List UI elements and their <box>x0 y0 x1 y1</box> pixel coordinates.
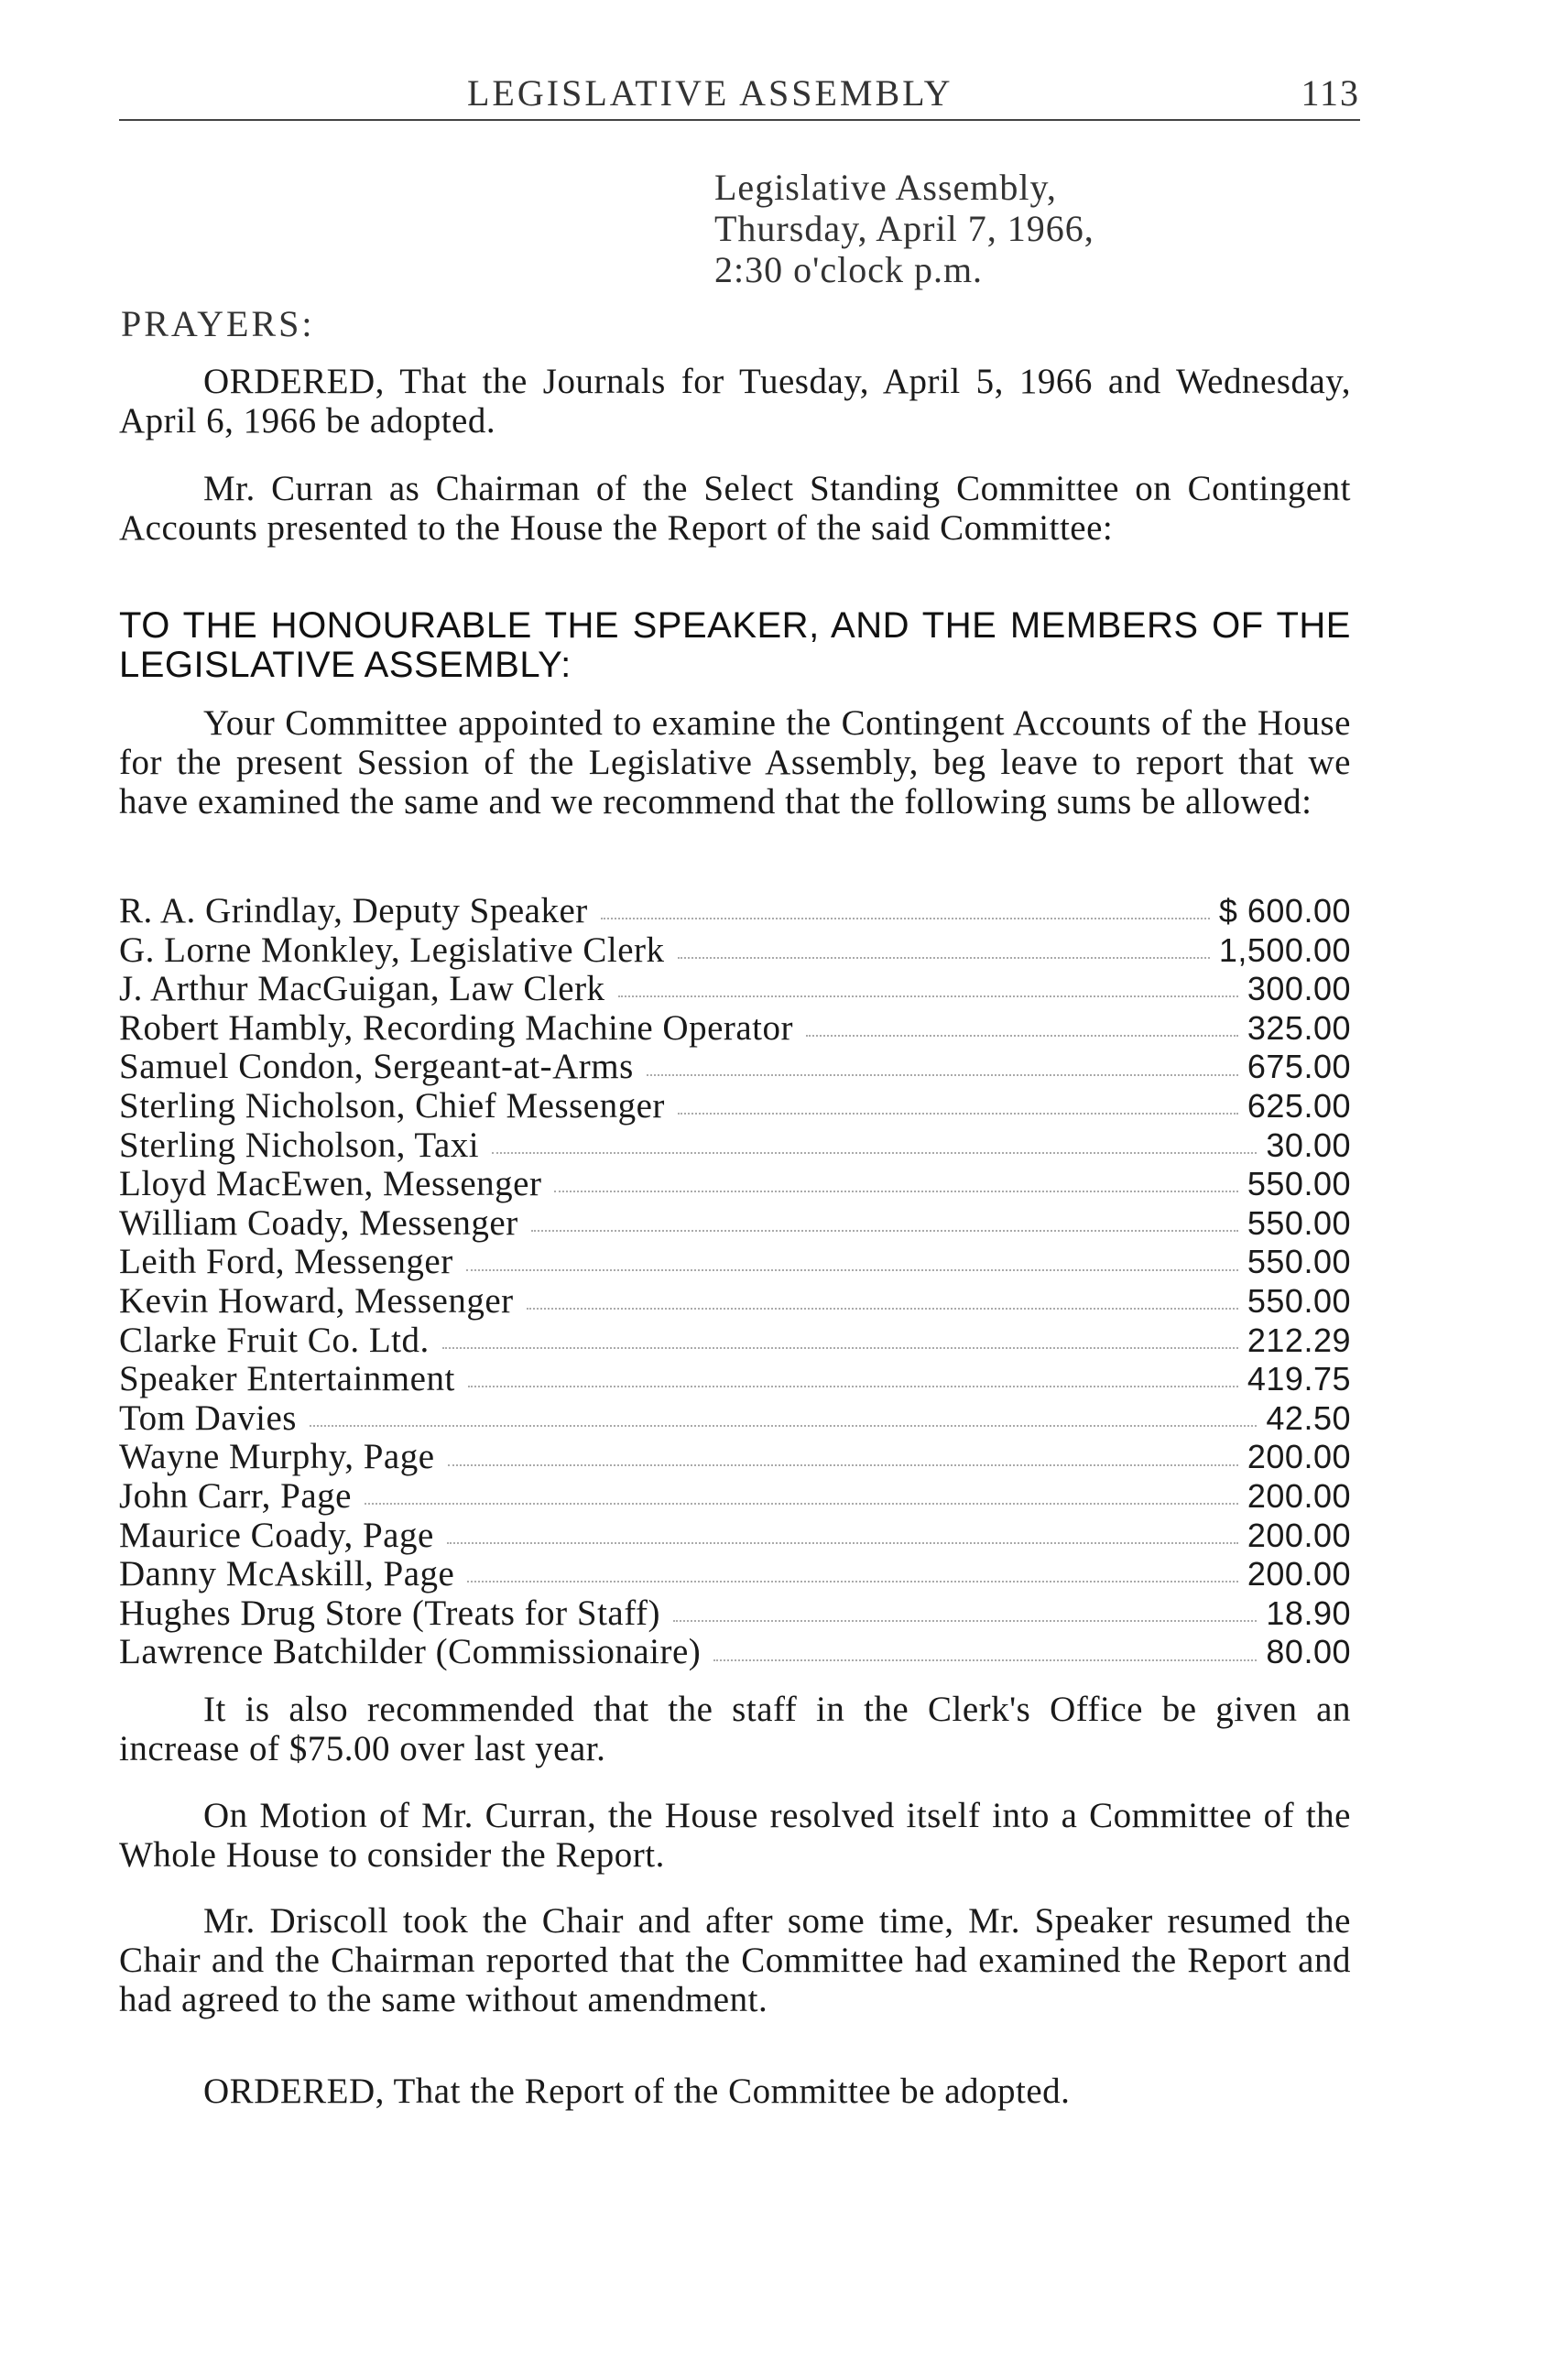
dot-leader <box>365 1503 1238 1505</box>
account-amount: 18.90 <box>1266 1593 1351 1632</box>
dot-leader <box>713 1659 1257 1661</box>
account-row <box>119 1163 1351 1202</box>
dot-leader <box>442 1347 1238 1349</box>
account-row <box>119 890 1351 930</box>
account-amount: 200.00 <box>1247 1516 1351 1554</box>
dot-leader <box>678 1113 1238 1115</box>
dateline-date: Thursday, April 7, 1966, <box>714 208 1094 249</box>
dot-leader <box>468 1386 1238 1387</box>
curran-report-paragraph: Mr. Curran as Chairman of the Select Standing Committee on Contingent Accounts presented to the House the Report of the said Committee: <box>119 469 1351 548</box>
account-name: John Carr, Page <box>119 1475 352 1516</box>
report-heading: TO THE HONOURABLE THE SPEAKER, AND THE MEMBERS OF THE LEGISLATIVE ASSEMBLY: <box>119 605 1351 685</box>
account-name: G. Lorne Monkley, Legislative Clerk <box>119 930 665 970</box>
account-name: Samuel Condon, Sergeant-at-Arms <box>119 1047 634 1087</box>
account-name: Clarke Fruit Co. Ltd. <box>119 1320 430 1360</box>
account-name: Sterling Nicholson, Chief Messenger <box>119 1085 665 1126</box>
dateline-place: Legislative Assembly, <box>714 167 1057 208</box>
dot-leader <box>531 1230 1238 1232</box>
account-name: Leith Ford, Messenger <box>119 1242 453 1282</box>
dot-leader <box>647 1074 1238 1076</box>
dot-leader <box>618 995 1238 997</box>
account-amount: 550.00 <box>1247 1281 1351 1320</box>
account-name: Hughes Drug Store (Treats for Staff) <box>119 1593 661 1633</box>
running-header <box>119 71 1360 121</box>
account-amount: 80.00 <box>1266 1633 1351 1671</box>
account-amount: 200.00 <box>1247 1555 1351 1593</box>
header-title: LEGISLATIVE ASSEMBLY <box>467 72 953 114</box>
account-row <box>119 1046 1351 1085</box>
page-number: 113 <box>1301 72 1360 114</box>
account-name: Lloyd MacEwen, Messenger <box>119 1164 542 1204</box>
motion-paragraph: On Motion of Mr. Curran, the House resolved itself into a Committee of the Whole House to consider the Report. <box>119 1796 1351 1875</box>
dot-leader <box>601 918 1210 919</box>
account-row <box>119 1593 1351 1632</box>
account-row <box>119 1320 1351 1359</box>
account-name: Speaker Entertainment <box>119 1359 455 1399</box>
staff-increase-paragraph: It is also recommended that the staff in the Clerk's Office be given an increase of $75.00 over last year. <box>119 1690 1351 1768</box>
account-amount: 300.00 <box>1247 970 1351 1008</box>
account-name: William Coady, Messenger <box>119 1202 518 1243</box>
account-row <box>119 930 1351 969</box>
account-row <box>119 1398 1351 1437</box>
account-row <box>119 1125 1351 1164</box>
account-name: Lawrence Batchilder (Commissionaire) <box>119 1632 702 1672</box>
dateline-time: 2:30 o'clock p.m. <box>714 249 984 290</box>
accounts-list <box>119 890 1351 1670</box>
account-amount: 200.00 <box>1247 1438 1351 1476</box>
account-row <box>119 1631 1351 1670</box>
account-amount: $ 600.00 <box>1218 892 1351 930</box>
account-amount: 30.00 <box>1266 1126 1351 1164</box>
account-amount: 212.29 <box>1247 1321 1351 1359</box>
account-row <box>119 968 1351 1007</box>
dot-leader <box>806 1035 1238 1037</box>
account-amount: 325.00 <box>1247 1008 1351 1047</box>
account-row <box>119 1475 1351 1515</box>
account-row <box>119 1202 1351 1242</box>
account-amount: 1,500.00 <box>1218 930 1351 969</box>
dateline <box>714 167 1094 290</box>
account-amount: 550.00 <box>1247 1243 1351 1281</box>
account-name: Danny McAskill, Page <box>119 1554 455 1594</box>
ordered-journals-paragraph: ORDERED, That the Journals for Tuesday, April 5, 1966 and Wednesday, April 6, 1966 be adopted. <box>119 362 1351 440</box>
account-name: Robert Hambly, Recording Machine Operator <box>119 1007 794 1048</box>
dot-leader <box>467 1581 1238 1582</box>
dot-leader <box>527 1308 1238 1310</box>
dot-leader <box>673 1620 1257 1622</box>
account-row <box>119 1085 1351 1125</box>
prayers-label: PRAYERS: <box>121 303 315 344</box>
account-row <box>119 1280 1351 1320</box>
dot-leader <box>466 1269 1238 1271</box>
account-name: Tom Davies <box>119 1398 297 1438</box>
ordered-report-paragraph: ORDERED, That the Report of the Committee be adopted. <box>203 2072 1071 2111</box>
account-name: Sterling Nicholson, Taxi <box>119 1125 480 1165</box>
account-row <box>119 1241 1351 1280</box>
driscoll-paragraph: Mr. Driscoll took the Chair and after some time, Mr. Speaker resumed the Chair and the Chairman reported that the Committee had examined the Report and had agreed to the same without amendment. <box>119 1901 1351 2019</box>
dot-leader <box>492 1152 1257 1154</box>
dot-leader <box>678 957 1210 959</box>
account-row <box>119 1436 1351 1475</box>
account-amount: 419.75 <box>1247 1360 1351 1398</box>
committee-paragraph: Your Committee appointed to examine the Contingent Accounts of the House for the present Session of the Legislative Assembly, beg leave to report that we have examined the same and we recommend that the following sums be allowed: <box>119 703 1351 821</box>
account-row <box>119 1553 1351 1593</box>
account-row <box>119 1515 1351 1554</box>
account-name: Maurice Coady, Page <box>119 1515 434 1555</box>
account-row <box>119 1007 1351 1047</box>
account-name: Kevin Howard, Messenger <box>119 1280 514 1321</box>
account-amount: 625.00 <box>1247 1086 1351 1125</box>
dot-leader <box>310 1425 1257 1427</box>
account-amount: 42.50 <box>1266 1398 1351 1437</box>
account-row <box>119 1358 1351 1398</box>
account-amount: 550.00 <box>1247 1203 1351 1242</box>
account-amount: 200.00 <box>1247 1476 1351 1515</box>
dot-leader <box>554 1191 1237 1192</box>
account-name: Wayne Murphy, Page <box>119 1437 435 1477</box>
dot-leader <box>448 1464 1238 1466</box>
account-amount: 550.00 <box>1247 1165 1351 1203</box>
dot-leader <box>447 1542 1238 1544</box>
account-name: J. Arthur MacGuigan, Law Clerk <box>119 969 605 1009</box>
account-amount: 675.00 <box>1247 1048 1351 1086</box>
account-name: R. A. Grindlay, Deputy Speaker <box>119 891 588 930</box>
